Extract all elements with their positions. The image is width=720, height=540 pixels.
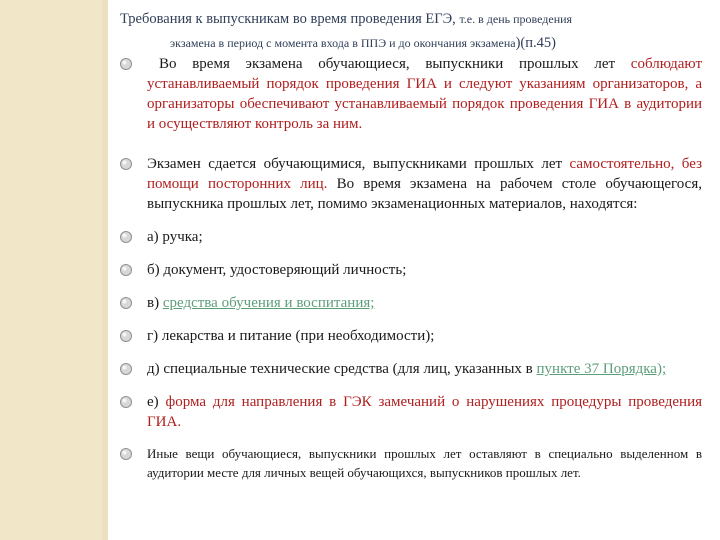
- bullet-icon: [119, 395, 133, 409]
- link-point-37[interactable]: пункте 37 Порядка);: [536, 361, 667, 377]
- bullet-icon: [119, 57, 133, 71]
- bullet-icon: [119, 447, 133, 461]
- item-text: в): [147, 295, 163, 311]
- item-text: д) специальные технические средства (для лиц, указанных в: [147, 361, 537, 377]
- bullet-icon: [119, 263, 133, 277]
- bullet-icon: [119, 230, 133, 244]
- item-text: е): [147, 394, 166, 410]
- list-item: [108, 326, 702, 346]
- list-item: [108, 444, 702, 482]
- item-red-text: форма для направления в ГЭК замечаний о нарушениях процедуры проведения ГИА.: [147, 394, 702, 430]
- list-item: [108, 227, 702, 247]
- bullet-icon: [119, 296, 133, 310]
- list-item: [108, 359, 702, 379]
- title-small-text-2: экзамена в период с момента входа в ППЭ и до окончания экзамена: [170, 36, 516, 50]
- list-item: [108, 54, 702, 134]
- item-red-text: самостоятельно, без помощи посторонних лиц.: [147, 156, 702, 192]
- bullet-icon: [119, 362, 133, 376]
- title-line-2: [120, 34, 710, 52]
- list-item: [108, 260, 702, 280]
- item-text: Во время экзамена обучающиеся, выпускники прошлых лет: [159, 56, 631, 72]
- item-text: Экзамен сдается обучающимися, выпускниками прошлых лет: [147, 156, 570, 172]
- title-point-ref: )(п.45): [515, 35, 556, 51]
- slide-title: [120, 10, 710, 52]
- title-line-1: [120, 10, 710, 28]
- item-text-continued: Во время экзамена на рабочем столе обучающегося, выпускника прошлых лет, помимо экзаменационных материалов, находятся:: [147, 176, 702, 212]
- decorative-side-band: [0, 0, 108, 540]
- item-red-text: соблюдают устанавливаемый порядок проведения ГИА и следуют указаниям организаторов, а организаторы обеспечивают устанавливаемый порядок проведения ГИА в аудитории и осуществляют контроль за ним.: [147, 56, 702, 132]
- bullet-icon: [119, 157, 133, 171]
- requirements-list: [108, 54, 702, 482]
- link-training-means[interactable]: средства обучения и воспитания;: [162, 295, 375, 311]
- item-text: Иные вещи обучающиеся, выпускники прошлых лет оставляют в специально выделенном в аудитории месте для личных вещей обучающихся, выпускников прошлых лет.: [147, 446, 702, 480]
- item-text: г) лекарства и питание (при необходимости);: [147, 328, 435, 344]
- list-item: [108, 293, 702, 313]
- item-text: б) документ, удостоверяющий личность;: [147, 262, 407, 278]
- bullet-icon: [119, 329, 133, 343]
- item-text: а) ручка;: [147, 229, 203, 245]
- list-item: [108, 392, 702, 432]
- list-item: [108, 154, 702, 214]
- title-small-text: т.е. в день проведения: [459, 12, 573, 26]
- title-text: Требования к выпускникам во время проведения ЕГЭ,: [120, 11, 460, 27]
